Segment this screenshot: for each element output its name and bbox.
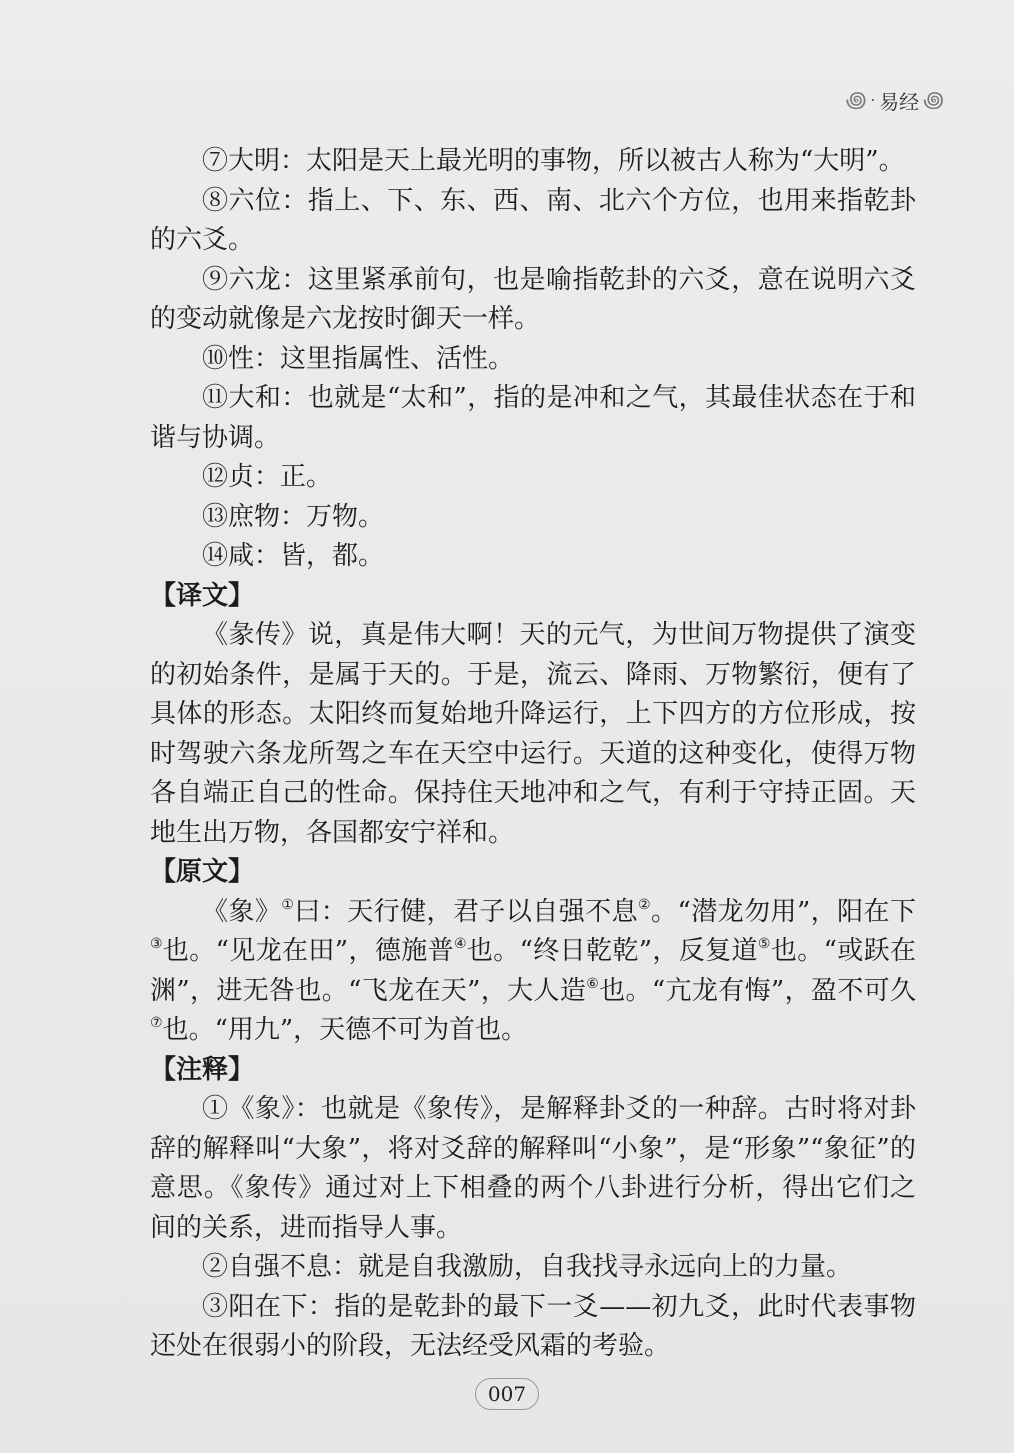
original-text-segment: 。“潜龙勿用”，阳在下 xyxy=(651,896,916,927)
page-content xyxy=(150,142,916,1367)
original-text-segment: 也。“亢龙有悔”，盈不可久 xyxy=(599,975,916,1006)
note-item: ⑧六位：指上、下、东、西、南、北六个方位，也用来指乾卦的六爻。 xyxy=(150,185,916,255)
footnote-marker: ① xyxy=(281,896,295,913)
footnote-marker: ⑤ xyxy=(757,936,771,952)
original-text-segment: 也。“或跃在渊”，进无咎也。“飞龙在天”，大人造 xyxy=(150,936,916,1006)
translation-paragraph: 《彖传》说，真是伟大啊！天的元气，为世间万物提供了演变的初始条件，是属于天的。于是，流云、降雨、万物繁衍，便有了具体的形态。太阳终而复始地升降运行，上下四方的方位形成，按时驾驶六条龙所驾之车在天空中运行。天道的这种变化，使得万物各自端正自己的性命。保持住天地冲和之气，有利于守持正固。天地生出万物，各国都安宁祥和。 xyxy=(150,620,916,848)
original-text-segment: 也。“用九”，天德不可为首也。 xyxy=(162,1015,528,1045)
book-title: 易经 xyxy=(879,90,920,114)
original-text-segment: 也。“终日乾乾”，反复道 xyxy=(466,936,758,966)
note-item: ②自强不息：就是自我激励，自我找寻永远向上的力量。 xyxy=(202,1252,853,1282)
page-footer xyxy=(0,1378,1014,1410)
note-item: ⑨六龙：这里紧承前句，也是喻指乾卦的六爻，意在说明六爻的变动就像是六龙按时御天一样。 xyxy=(150,264,916,334)
footnote-marker: ③ xyxy=(150,936,163,952)
note-item: ⑭咸：皆，都。 xyxy=(202,541,385,571)
footnote-marker: ⑦ xyxy=(150,1015,163,1031)
header-dot: · xyxy=(870,92,876,109)
note-item: ⑫贞：正。 xyxy=(202,462,333,492)
original-text-paragraph xyxy=(150,893,916,1051)
note-item: ⑩性：这里指属性、活性。 xyxy=(202,343,515,374)
cloud-ornament-right-icon: ꩜ xyxy=(923,87,944,113)
notes-heading: 【注释】 xyxy=(150,1054,255,1085)
note-item: ⑬庶物：万物。 xyxy=(202,501,385,532)
running-header xyxy=(846,86,944,115)
cloud-ornament-left-icon: ꩜ xyxy=(845,87,867,113)
note-item: ⑦大明：太阳是天上最光明的事物，所以被古人称为“大明”。 xyxy=(202,146,905,176)
original-text-segment: 也。“见龙在田”，德施普 xyxy=(162,936,454,966)
footnote-marker: ② xyxy=(638,896,652,913)
footnote-marker: ⑥ xyxy=(586,975,600,992)
page-number: 007 xyxy=(475,1378,539,1410)
note-item: ①《象》：也就是《象传》，是解释卦爻的一种辞。古时将对卦辞的解释叫“大象”，将对爻辞的解释叫“小象”，是“形象”“象征”的意思。《象传》通过对上下相叠的两个八卦进行分析，得出它们之间的关系，进而指导人事。 xyxy=(150,1094,916,1243)
note-item: ⑪大和：也就是“太和”，指的是冲和之气，其最佳状态在于和谐与协调。 xyxy=(150,383,916,453)
original-heading: 【原文】 xyxy=(150,857,255,887)
original-text-segment: 《象》 xyxy=(202,896,282,927)
translation-heading: 【译文】 xyxy=(150,580,255,611)
note-item: ③阳在下：指的是乾卦的最下一爻——初九爻，此时代表事物还处在很弱小的阶段，无法经受风霜的考验。 xyxy=(150,1291,916,1361)
footnote-marker: ④ xyxy=(453,936,467,952)
original-text-segment: 曰：天行健，君子以自强不息 xyxy=(294,896,639,927)
